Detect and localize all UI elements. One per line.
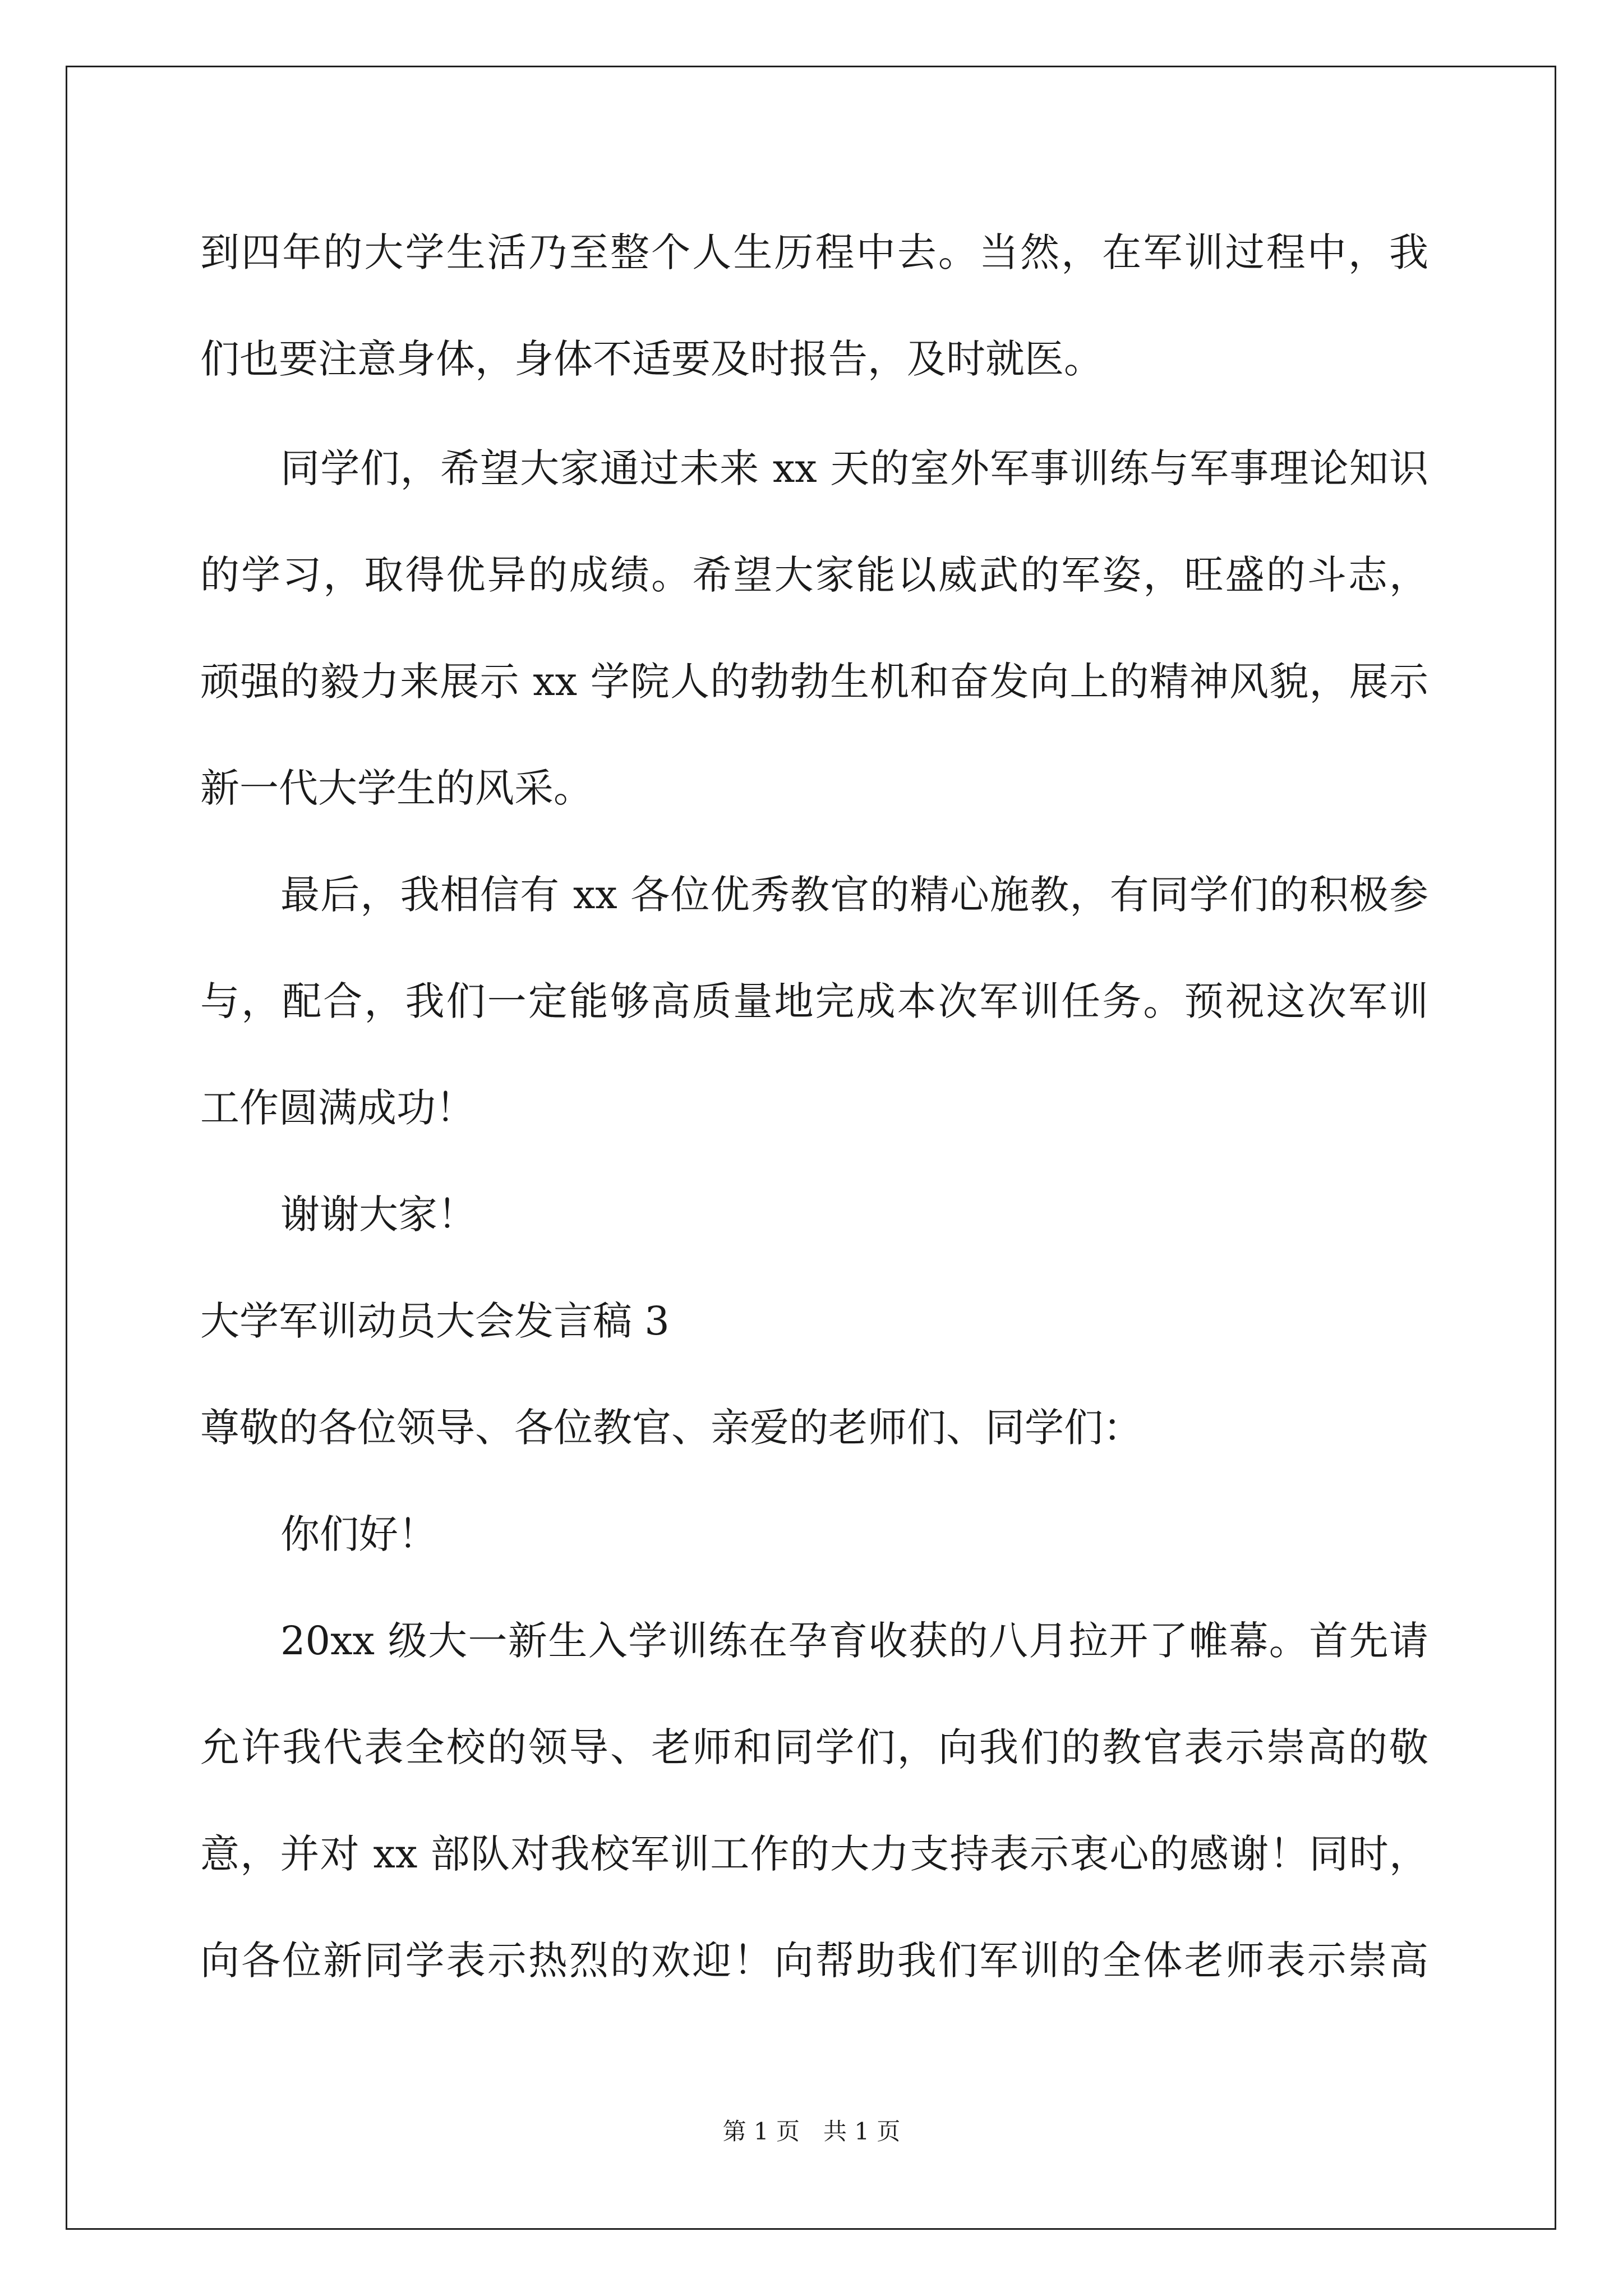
text-line: 与，配合，我们一定能够高质量地完成本次军训任务。预祝这次军训 xyxy=(200,978,1428,1024)
text-line: 谢谢大家！ xyxy=(280,1191,477,1237)
text-line: 的学习，取得优异的成绩。希望大家能以威武的军姿，旺盛的斗志， xyxy=(200,552,1428,598)
text-line: 意，并对 xx 部队对我校军训工作的大力支持表示衷心的感谢！同时， xyxy=(200,1831,1428,1877)
text-line: 向各位新同学表示热烈的欢迎！向帮助我们军训的全体老师表示崇高 xyxy=(200,1938,1428,1984)
text-line: 允许我代表全校的领导、老师和同学们，向我们的教官表示崇高的敬 xyxy=(200,1724,1428,1770)
salutation: 尊敬的各位领导、各位教官、亲爱的老师们、同学们： xyxy=(200,1405,1142,1451)
page-frame xyxy=(66,66,1556,2230)
text-line: 同学们，希望大家通过未来 xx 天的室外军事训练与军事理论知识 xyxy=(280,445,1428,491)
text-line: 到四年的大学生活乃至整个人生历程中去。当然，在军训过程中，我 xyxy=(200,229,1428,275)
page-number-footer: 第 1 页 共 1 页 xyxy=(722,2118,901,2145)
text-line: 新一代大学生的风采。 xyxy=(200,765,593,811)
text-line: 工作圆满成功！ xyxy=(200,1085,475,1131)
text-line: 们也要注意身体，身体不适要及时报告，及时就医。 xyxy=(200,336,1103,382)
text-line: 最后，我相信有 xx 各位优秀教官的精心施教，有同学们的积极参 xyxy=(280,872,1428,918)
text-line: 20xx 级大一新生入学训练在孕育收获的八月拉开了帷幕。首先请 xyxy=(280,1618,1428,1664)
text-line: 顽强的毅力来展示 xx 学院人的勃勃生机和奋发向上的精神风貌，展示 xyxy=(200,659,1428,705)
greeting: 你们好！ xyxy=(280,1511,437,1557)
section-title: 大学军训动员大会发言稿 3 xyxy=(200,1298,670,1344)
